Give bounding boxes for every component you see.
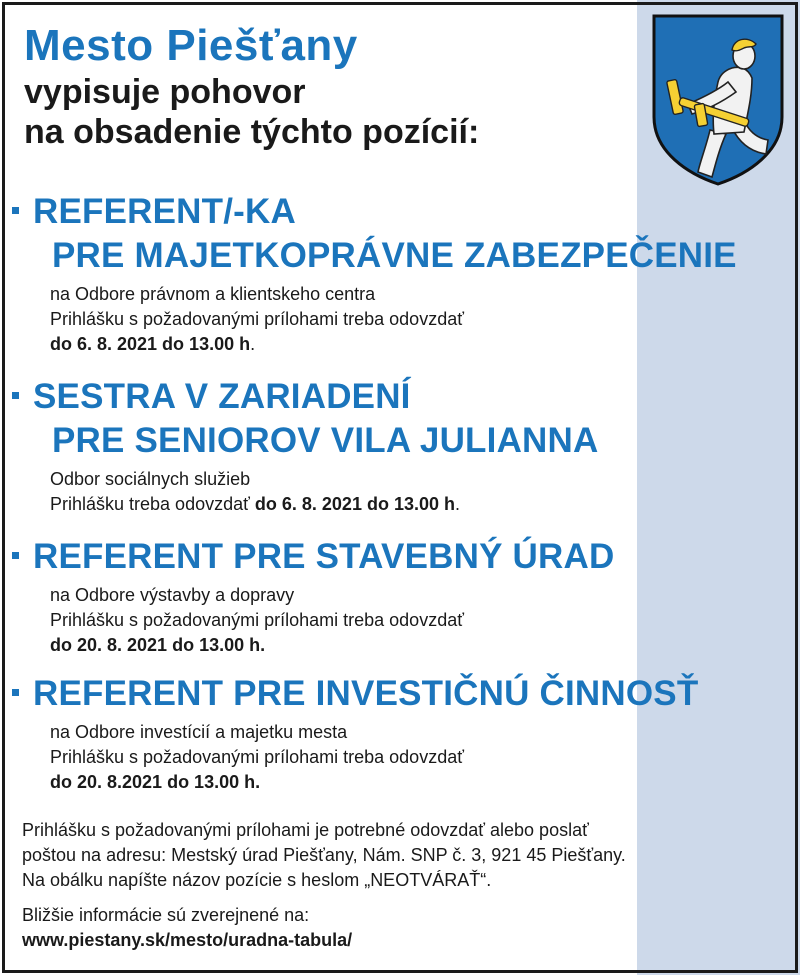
bullet-icon (12, 552, 19, 559)
position-title: REFERENT/-KA (12, 192, 800, 232)
position-department: na Odbore právnom a klientskeho centra (50, 284, 376, 304)
position-apply-text: Prihlášku s požadovanými prílohami treba odovzdať (50, 747, 464, 767)
bullet-icon (12, 689, 19, 696)
position-deadline: do 20. 8.2021 do 13.00 h. (50, 772, 261, 792)
subtitle-line-2: na obsadenie týchto pozícií: (24, 113, 480, 151)
position-apply-text: Prihlášku s požadovanými prílohami treba odovzdať (50, 610, 464, 630)
position-deadline: do 6. 8. 2021 do 13.00 h. (50, 334, 256, 354)
position-item (12, 377, 800, 517)
position-item (12, 674, 800, 795)
footer-line-3: Na obálku napíšte názov pozície s heslom „NEOTVÁRAŤ“. (22, 870, 492, 890)
position-apply-text: Prihlášku s požadovanými prílohami treba odovzdať (50, 309, 464, 329)
footer-line-1: Prihlášku s požadovanými prílohami je potrebné odovzdať alebo poslať (22, 820, 589, 840)
position-title: REFERENT PRE INVESTIČNÚ ČINNOSŤ (12, 674, 800, 714)
footer (22, 818, 792, 953)
website-link[interactable]: www.piestany.sk/mesto/uradna-tabula/ (22, 930, 353, 950)
position-deadline: do 20. 8. 2021 do 13.00 h. (50, 635, 266, 655)
header (24, 20, 794, 152)
position-title-line-2: PRE SENIOROV VILA JULIANNA (52, 421, 599, 460)
position-title-line-2: PRE MAJETKOPRÁVNE ZABEZPEČENIE (52, 236, 737, 275)
position-title: REFERENT PRE STAVEBNÝ ÚRAD (12, 537, 800, 577)
footer-line-2: poštou na adresu: Mestský úrad Piešťany, Nám. SNP č. 3, 921 45 Piešťany. (22, 845, 626, 865)
position-item (12, 192, 800, 357)
position-deadline: Prihlášku treba odovzdať do 6. 8. 2021 do 13.00 h. (50, 494, 460, 514)
position-department: Odbor sociálnych služieb (50, 469, 251, 489)
subtitle-line-1: vypisuje pohovor (24, 73, 306, 111)
bullet-icon (12, 392, 19, 399)
town-title: Mesto Piešťany (24, 21, 358, 70)
position-department: na Odbore investícií a majetku mesta (50, 722, 348, 742)
footer-info: Bližšie informácie sú zverejnené na: (22, 905, 310, 925)
position-title: SESTRA V ZARIADENÍ (12, 377, 800, 417)
position-item (12, 537, 800, 658)
bullet-icon (12, 207, 19, 214)
position-department: na Odbore výstavby a dopravy (50, 585, 295, 605)
